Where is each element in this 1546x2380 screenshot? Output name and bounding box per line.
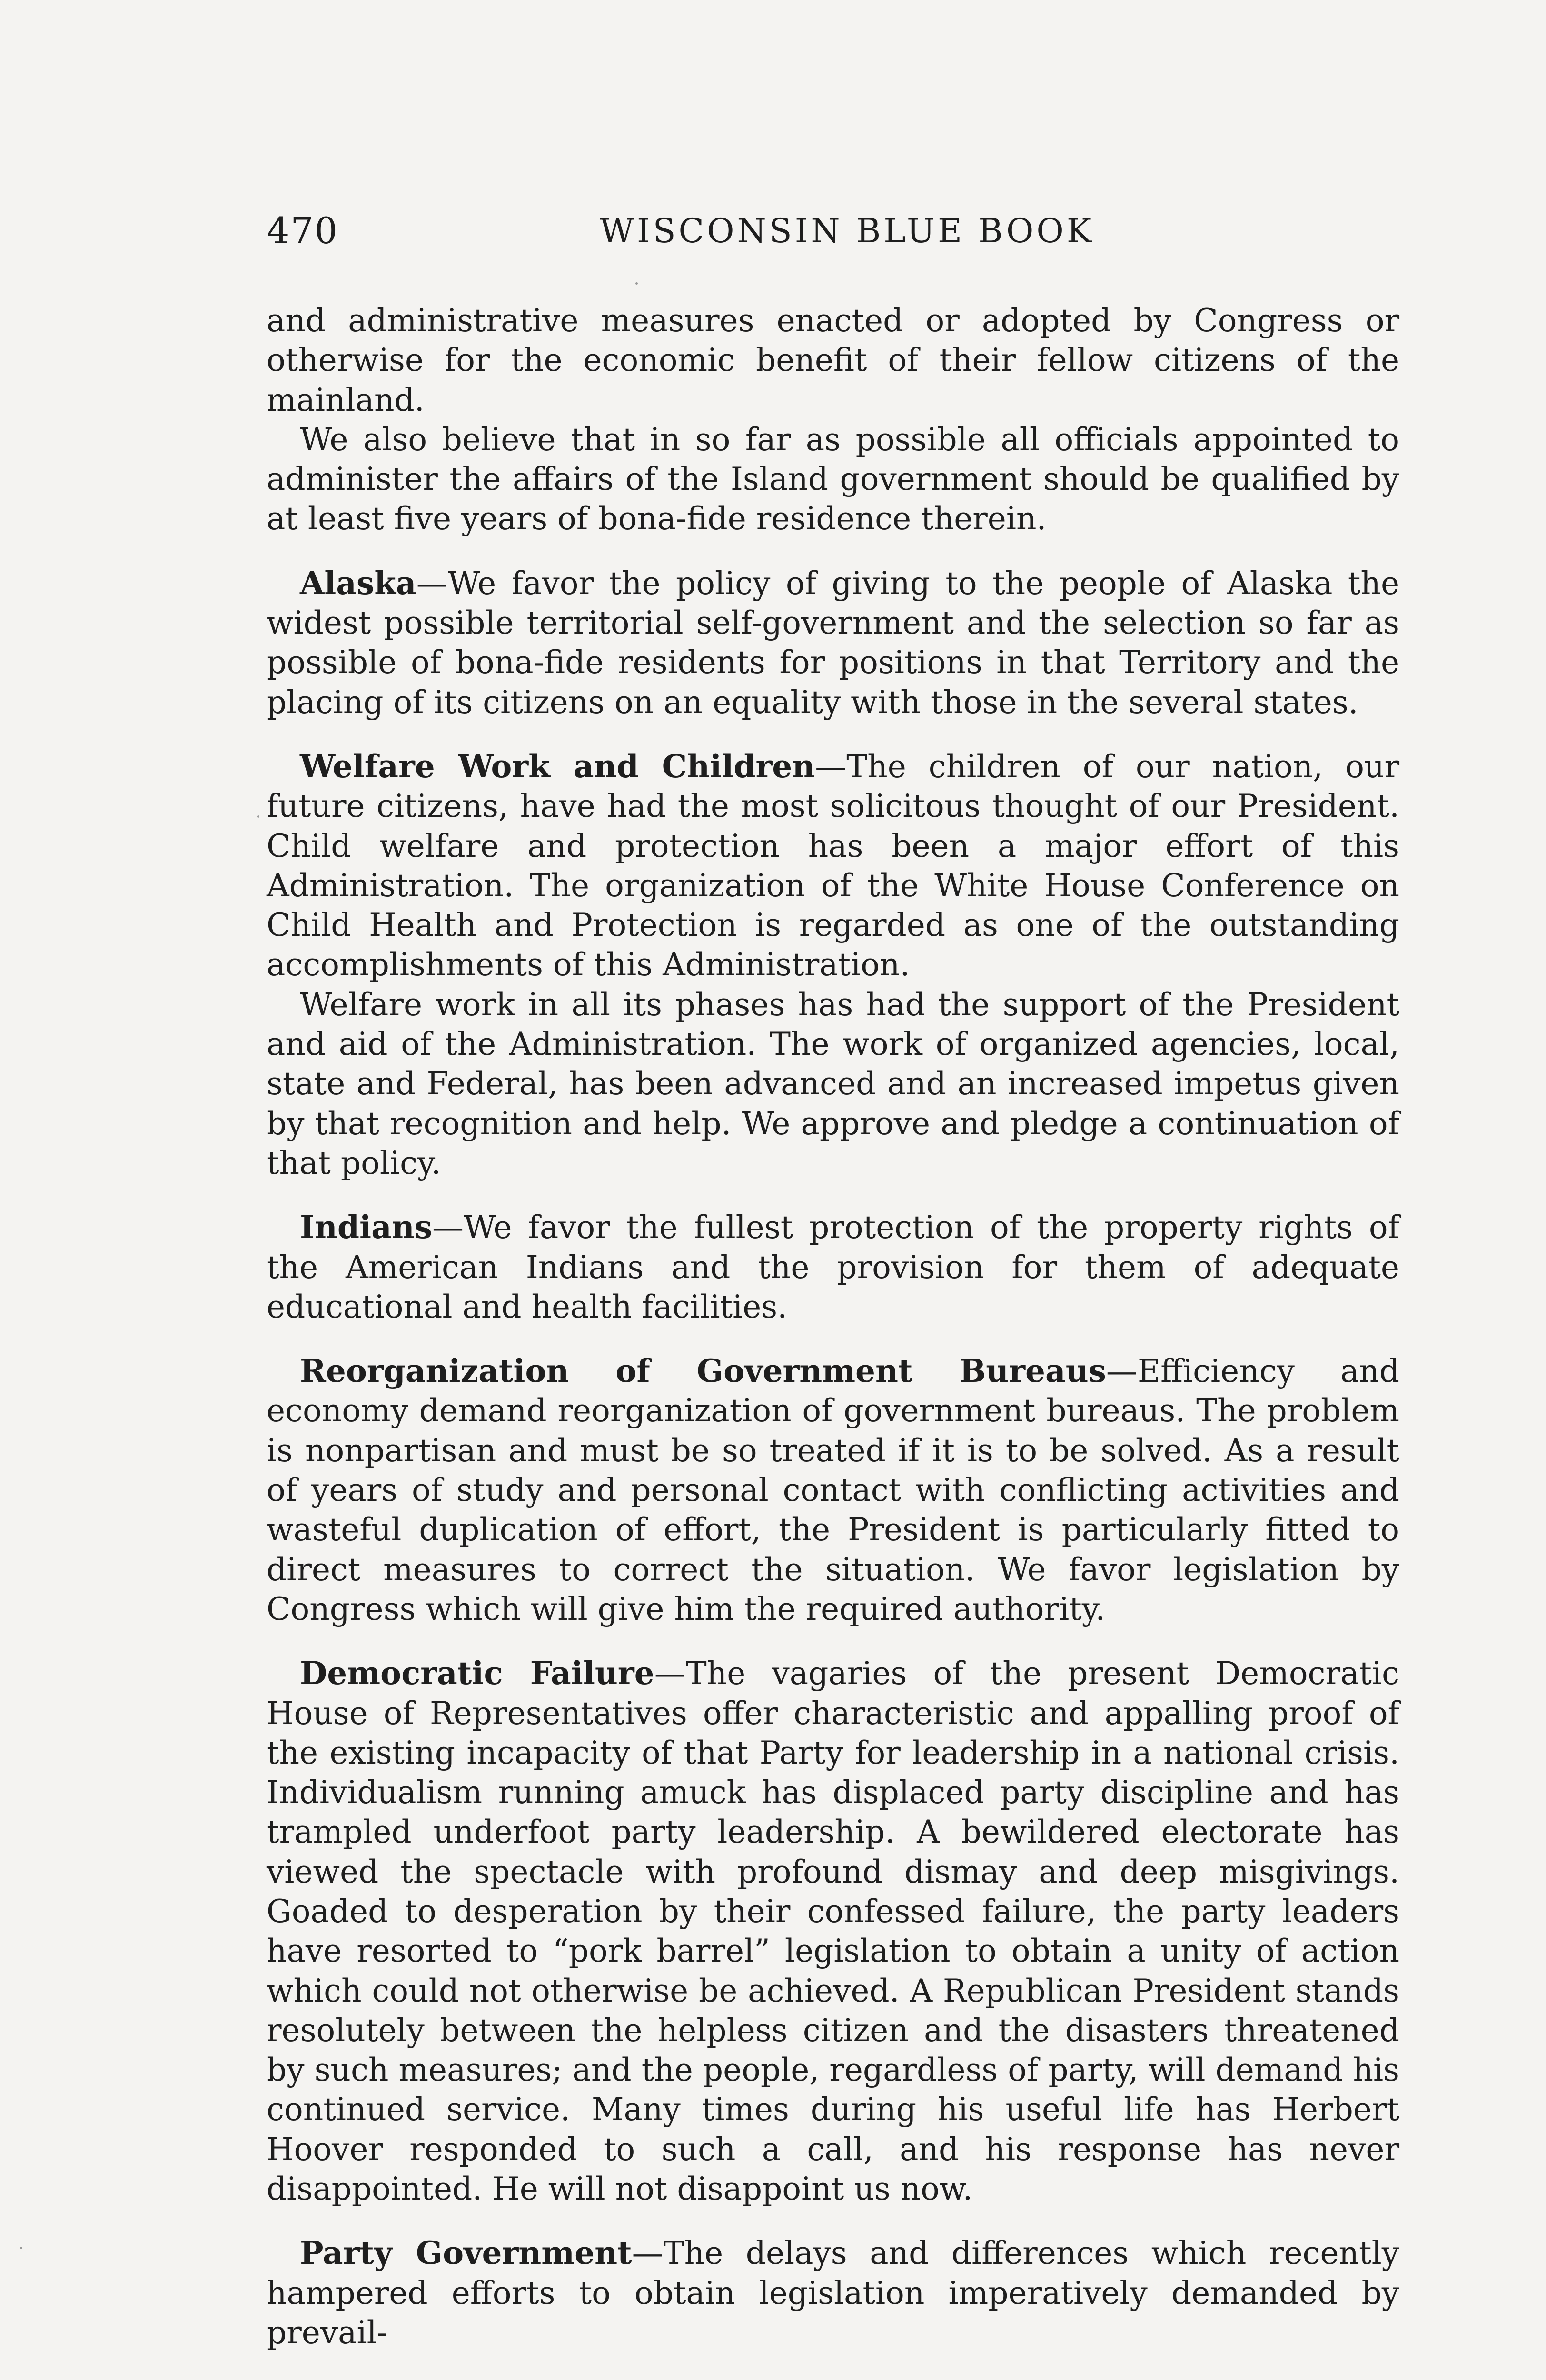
paragraph-text: and administrative measures enacted or adopted by Congress or otherwise for the economic benefit of their fellow citizens of the mainland. <box>267 302 1399 418</box>
section-indians <box>267 1208 1399 1327</box>
section-heading: Indians <box>300 1209 432 1246</box>
section-text: —We favor the policy of giving to the people of Alaska the widest possible territorial self-government and the selection so far as possible of bona-fide residents for positions in that Territory and the placing of its citizens on an equality with those in the several states. <box>267 565 1399 721</box>
paragraph-text: We also believe that in so far as possible all officials appointed to administer the affairs of the Island government should be qualified by at least five years of bona-fide residence therein. <box>267 421 1399 537</box>
section-text: —Efficiency and economy demand reorganization of government bureaus. The problem is nonpartisan and must be so treated if it is to be solved. As a result of years of study and personal contact with conflicting activities and wasteful duplication of effort, the President is particularly fitted to direct measures to correct the situation. We favor legislation by Congress which will give him the required authority. <box>267 1353 1400 1627</box>
section-reorganization <box>267 1351 1399 1629</box>
section-alaska <box>267 564 1399 722</box>
page-number: 470 <box>267 209 339 252</box>
body-text <box>267 301 1399 2352</box>
section-text: —The children of our nation, our future citizens, have had the most solicitous thought of our President. Child welfare and protection has been a major effort of this Administration. The organization of the White House Conference on Child Health and Protection is regarded as one of the outstanding accomplishments of this Administration. <box>267 748 1399 983</box>
paragraph-text: Welfare work in all its phases has had the support of the President and aid of the Administration. The work of organized agencies, local, state and Federal, has been advanced and an increased impetus given by that recognition and help. We approve and pledge a continuation of that policy. <box>267 986 1399 1181</box>
section-text: —The delays and differences which recently hampered efforts to obtain legislation imperatively demanded by prevail- <box>267 2235 1399 2351</box>
print-speck <box>635 282 638 285</box>
paragraph-welfare-support <box>267 985 1399 1183</box>
section-party-government <box>267 2233 1399 2352</box>
section-text: —The vagaries of the present Democratic House of Representatives offer characteristic and appalling proof of the existing incapacity of that Party for leadership in a national crisis. Individualism running amuck has displaced party discipline and has trampled underfoot party leadership. A bewildered electorate has viewed the spectacle with profound dismay and deep misgivings. Goaded to desperation by their confessed failure, the party leaders have resorted to “pork barrel” legislation to obtain a unity of action which could not otherwise be achieved. A Republican President stands resolutely between the helpless citizen and the disasters threatened by such measures; and the people, regardless of party, will demand his continued service. Many times during his useful life has Herbert Hoover responded to such a call, and his response has never disappointed. He will not disappoint us now. <box>267 1655 1400 2208</box>
section-democratic-failure <box>267 1654 1399 2209</box>
section-welfare-work <box>267 747 1399 985</box>
section-text: —We favor the fullest protection of the property rights of the American Indians and the provision for them of adequate educational and health facilities. <box>267 1209 1399 1325</box>
print-speck <box>20 2247 22 2249</box>
paragraph-mainland-continuation <box>267 301 1399 420</box>
running-title: WISCONSIN BLUE BOOK <box>600 211 1095 250</box>
section-heading: Democratic Failure <box>300 1655 654 1692</box>
paragraph-island-officials <box>267 420 1399 539</box>
page-header <box>267 209 1409 267</box>
print-speck <box>257 815 259 818</box>
section-heading: Alaska <box>300 564 416 602</box>
section-heading: Reorganization of Government Bureaus <box>300 1352 1106 1390</box>
section-heading: Welfare Work and Children <box>300 747 815 785</box>
section-heading: Party Government <box>300 2234 632 2272</box>
